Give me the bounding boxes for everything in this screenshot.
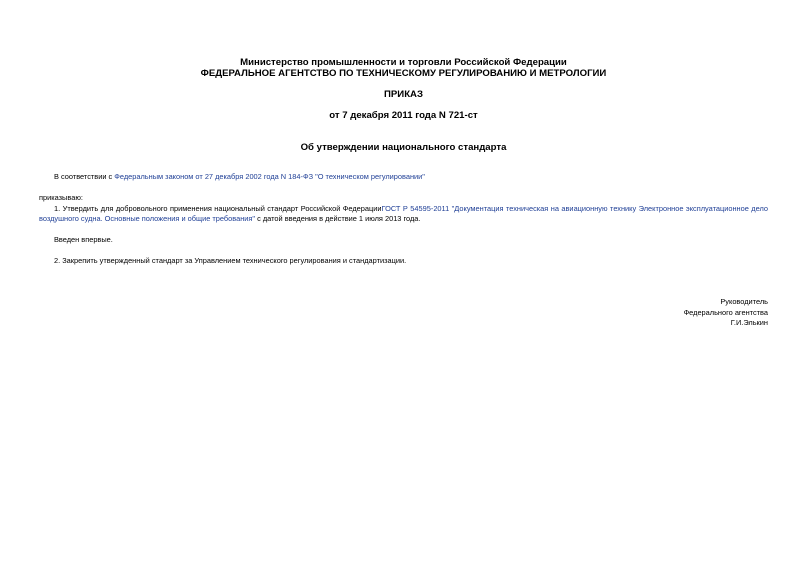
item1-line2 (39, 213, 420, 224)
law-link[interactable]: Федеральным законом от 27 декабря 2002 года N 184-ФЗ "О техническом регулировании" (114, 172, 425, 181)
preamble (54, 171, 425, 182)
document-date-number: от 7 декабря 2011 года N 721-ст (329, 110, 478, 121)
item1-suffix: с датой введения в действие 1 июля 2013 года. (255, 214, 421, 223)
signature-name: Г.И.Элькин (730, 318, 768, 327)
document-subject: Об утверждении национального стандарта (300, 142, 507, 153)
signature-org: Федерального агентства (683, 308, 768, 317)
gost-link[interactable]: ГОСТ Р 54595-2011 "Документация техническая на авиационную технику Электронное эксплуатационное дело (381, 204, 768, 213)
signature-role: Руководитель (720, 297, 768, 306)
item1-prefix: 1. Утвердить для добровольного применения национальный стандарт Российской Федерации (54, 204, 382, 213)
ministry-title: Министерство промышленности и торговли Российской Федерации (240, 57, 567, 68)
document-type: ПРИКАЗ (384, 89, 423, 100)
order-word: приказываю: (39, 193, 83, 202)
gost-link-continued[interactable]: воздушного судна. Основные положения и общие требования" (39, 214, 256, 223)
introduced-note: Введен впервые. (54, 235, 113, 244)
agency-title: ФЕДЕРАЛЬНОЕ АГЕНТСТВО ПО ТЕХНИЧЕСКОМУ РЕГУЛИРОВАНИЮ И МЕТРОЛОГИИ (200, 68, 607, 79)
preamble-prefix: В соответствии с (54, 172, 115, 181)
item2: 2. Закрепить утвержденный стандарт за Управлением технического регулирования и стандартизации. (54, 256, 407, 265)
